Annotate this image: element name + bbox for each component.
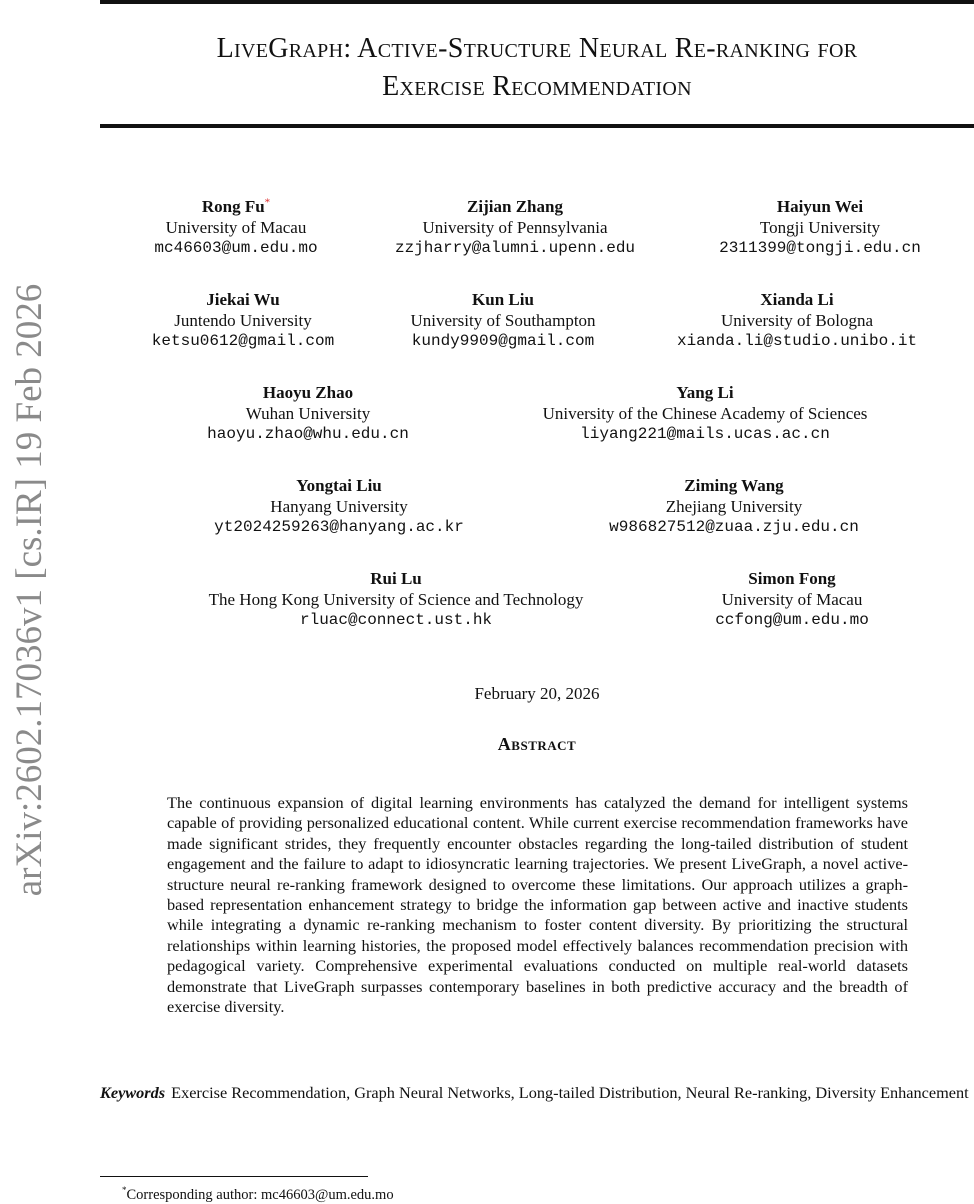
author-affiliation: University of Macau <box>721 590 863 609</box>
title-line-2: Exercise Recommendation <box>382 71 692 102</box>
author-block <box>214 475 464 538</box>
author-name: Kun Liu <box>472 290 534 309</box>
author-block <box>410 289 595 352</box>
author-affiliation: University of Pennsylvania <box>422 218 608 237</box>
author-name: Rui Lu <box>370 569 422 588</box>
keywords-text: Exercise Recommendation, Graph Neural Networks, Long-tailed Distribution, Neural Re-ranking, Diversity Enhancement <box>171 1083 969 1102</box>
author-affiliation: Hanyang University <box>270 497 408 516</box>
arxiv-stamp: arXiv:2602.17036v1 [cs.IR] 19 Feb 2026 <box>9 283 50 897</box>
author-email[interactable]: ccfong@um.edu.mo <box>715 611 869 629</box>
footnote-mark: * <box>122 1185 127 1195</box>
author-name: Xianda Li <box>760 290 834 309</box>
author-block <box>719 196 921 259</box>
author-affiliation: University of Bologna <box>720 311 874 330</box>
author-email[interactable]: liyang221@mails.ucas.ac.cn <box>580 425 830 443</box>
footnote-text: Corresponding author: mc46603@um.edu.mo <box>126 1186 394 1203</box>
author-email[interactable]: ketsu0612@gmail.com <box>151 332 335 350</box>
author-email[interactable]: kundy9909@gmail.com <box>411 332 595 350</box>
footnote <box>122 1181 394 1204</box>
corresponding-mark: * <box>264 196 271 209</box>
top-rule <box>100 0 974 4</box>
author-email[interactable]: 2311399@tongji.edu.cn <box>719 239 921 257</box>
author-name: Ziming Wang <box>684 476 784 495</box>
author-block <box>207 382 409 445</box>
footnote-rule <box>100 1176 368 1177</box>
keywords <box>100 1082 974 1103</box>
author-name: Haoyu Zhao <box>262 383 354 402</box>
author-email[interactable]: rluac@connect.ust.hk <box>299 611 493 629</box>
paper-title <box>100 30 974 106</box>
author-name: Zijian Zhang <box>467 197 563 216</box>
author-block <box>395 196 635 259</box>
author-email[interactable]: w986827512@zuaa.zju.edu.cn <box>609 518 859 536</box>
author-affiliation: Juntendo University <box>174 311 312 330</box>
author-affiliation: University of the Chinese Academy of Sciences <box>542 404 868 423</box>
author-email[interactable]: haoyu.zhao@whu.edu.cn <box>207 425 409 443</box>
author-email[interactable]: zzjharry@alumni.upenn.edu <box>394 239 636 257</box>
abstract-text: The continuous expansion of digital learning environments has catalyzed the demand for intelligent systems capable of providing personalized educational content. While current exercise recommendation frameworks have made significant strides, they frequently encounter obstacles regarding the long-tailed distribution of student engagement and the failure to adapt to idiosyncratic learning trajectories. We present LiveGraph, a novel active-structure neural re-ranking framework designed to overcome these limitations. Our approach utilizes a graph-based representation enhancement strategy to bridge the information gap between active and inactive students while integrating a dynamic re-ranking mechanism to foster content diversity. By prioritizing the structural relationships within learning histories, the proposed model effectively balances recommendation precision with pedagogical variety. Comprehensive experimental evaluations conducted on multiple real-world datasets demonstrate that LiveGraph surpasses contemporary baselines in both predictive accuracy and the breadth of exercise diversity. <box>167 793 908 1017</box>
author-affiliation: The Hong Kong University of Science and Technology <box>208 590 584 609</box>
author-affiliation: Wuhan University <box>245 404 371 423</box>
author-block <box>677 289 917 352</box>
author-name: Rong Fu* <box>201 196 271 216</box>
author-name: Haiyun Wei <box>776 197 864 216</box>
keywords-label: Keywords <box>100 1083 166 1102</box>
author-affiliation: University of Southampton <box>410 311 596 330</box>
author-block <box>715 568 869 631</box>
author-affiliation: Tongji University <box>759 218 881 237</box>
abstract-heading: Abstract <box>497 734 577 754</box>
author-name: Yongtai Liu <box>296 476 382 495</box>
author-email[interactable]: xianda.li@studio.unibo.it <box>676 332 918 350</box>
author-block <box>152 289 334 352</box>
author-name: Jiekai Wu <box>206 290 280 309</box>
author-block <box>609 475 859 538</box>
author-affiliation: University of Macau <box>165 218 307 237</box>
author-block <box>209 568 584 631</box>
author-email[interactable]: mc46603@um.edu.mo <box>154 239 318 257</box>
author-name: Yang Li <box>676 383 734 402</box>
author-block <box>543 382 868 445</box>
author-affiliation: Zhejiang University <box>665 497 803 516</box>
title-line-1: LiveGraph: Active-Structure Neural Re-ranking for <box>216 33 858 64</box>
author-name: Simon Fong <box>748 569 836 588</box>
author-block <box>154 196 317 259</box>
publication-date: February 20, 2026 <box>474 684 600 703</box>
title-bottom-rule <box>100 124 974 128</box>
author-email[interactable]: yt2024259263@hanyang.ac.kr <box>214 518 464 536</box>
